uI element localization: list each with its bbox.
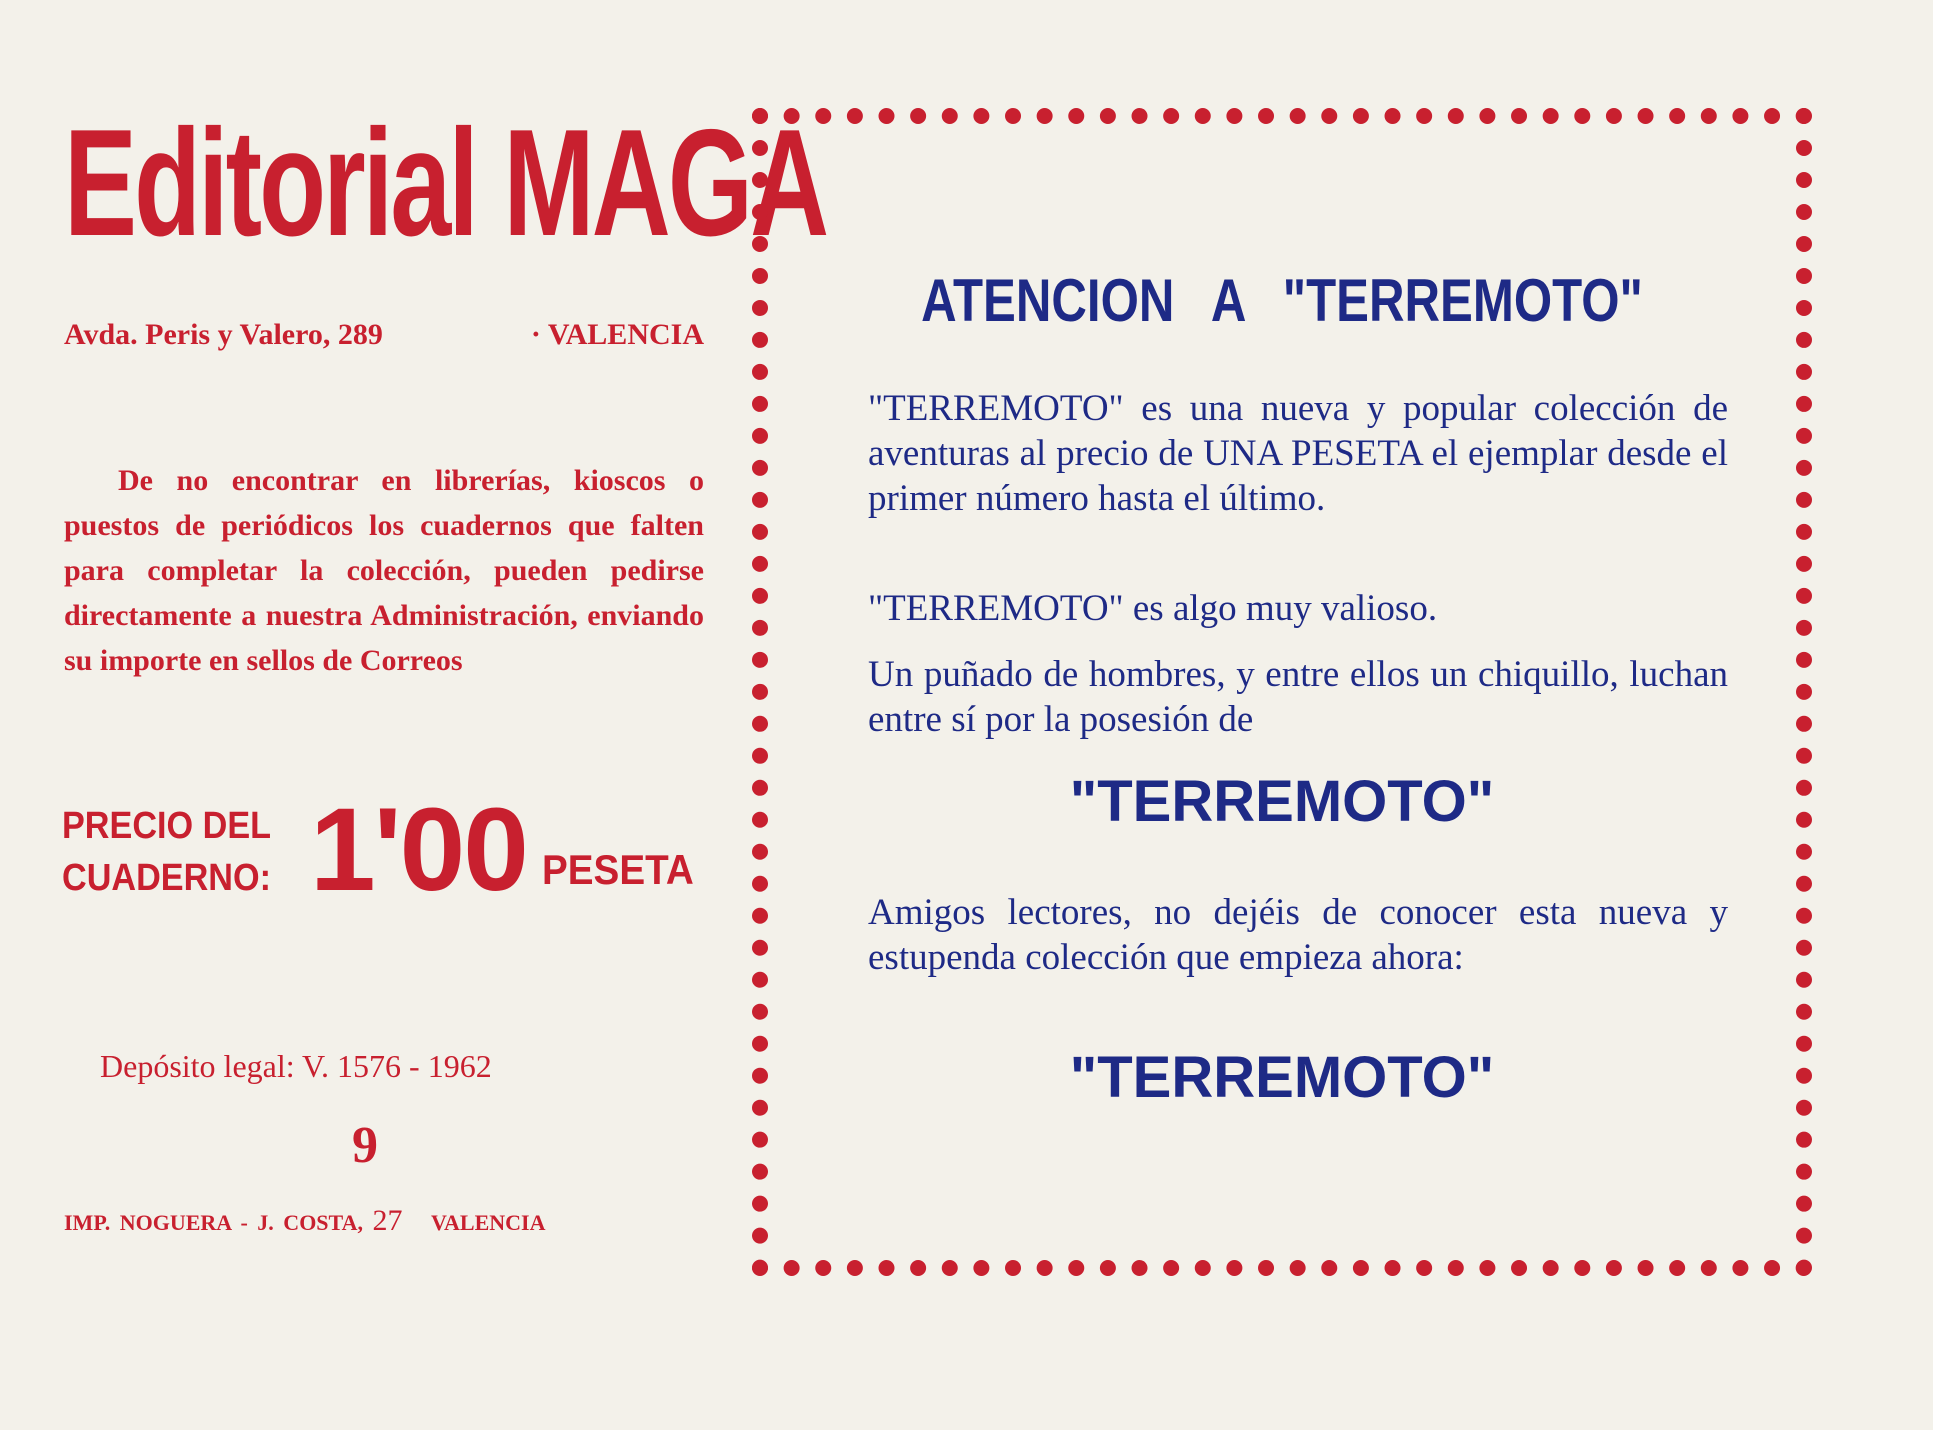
ad-frame (752, 108, 1812, 1276)
ad-title-1: "TERREMOTO" (1069, 769, 1495, 834)
ad-title-2: "TERREMOTO" (1069, 1045, 1495, 1110)
printer-prefix: IMP. NOGUERA - J. COSTA, (64, 1210, 363, 1235)
price-label (62, 800, 271, 904)
price-value: 1'00 (310, 784, 527, 916)
address-street: Avda. Peris y Valero, 289 (64, 318, 383, 351)
ad-content (768, 124, 1796, 1260)
price-unit: PESETA (542, 846, 694, 893)
printer-city: VALENCIA (430, 1210, 546, 1235)
price-label-line1: PRECIO DEL (62, 805, 272, 847)
ad-paragraph-3: Un puñado de hombres, y entre ellos un chiquillo, luchan entre sí por la posesión de (868, 654, 1728, 740)
order-notice: De no encontrar en librerías, kioscos o puestos de periódicos los cuadernos que falten para completar la colección, pueden pedirse directamente a nuestra Administración, enviando su importe en sellos de Correos (64, 464, 704, 677)
ad-paragraph-4: Amigos lectores, no dejéis de conocer esta nueva y estupenda colección que empieza ahora: (868, 892, 1728, 978)
price-label-line2: CUADERNO: (62, 857, 271, 899)
publisher-title: Editorial MAGA (64, 98, 827, 268)
printer-imprint (64, 1204, 546, 1238)
address-city: · VALENCIA (530, 318, 704, 351)
issue-number: 9 (352, 1117, 378, 1174)
ad-paragraph-1: "TERREMOTO" es una nueva y popular colección de aventuras al precio de UNA PESETA el ejemplar desde el primer número hasta el último. (868, 388, 1728, 519)
printer-number: 27 (372, 1204, 403, 1237)
publisher-address (64, 318, 704, 352)
legal-deposit: Depósito legal: V. 1576 - 1962 (100, 1048, 492, 1084)
ad-paragraph-2: "TERREMOTO" es algo muy valioso. (868, 588, 1438, 629)
ad-heading: ATENCION A "TERREMOTO" (921, 267, 1643, 334)
